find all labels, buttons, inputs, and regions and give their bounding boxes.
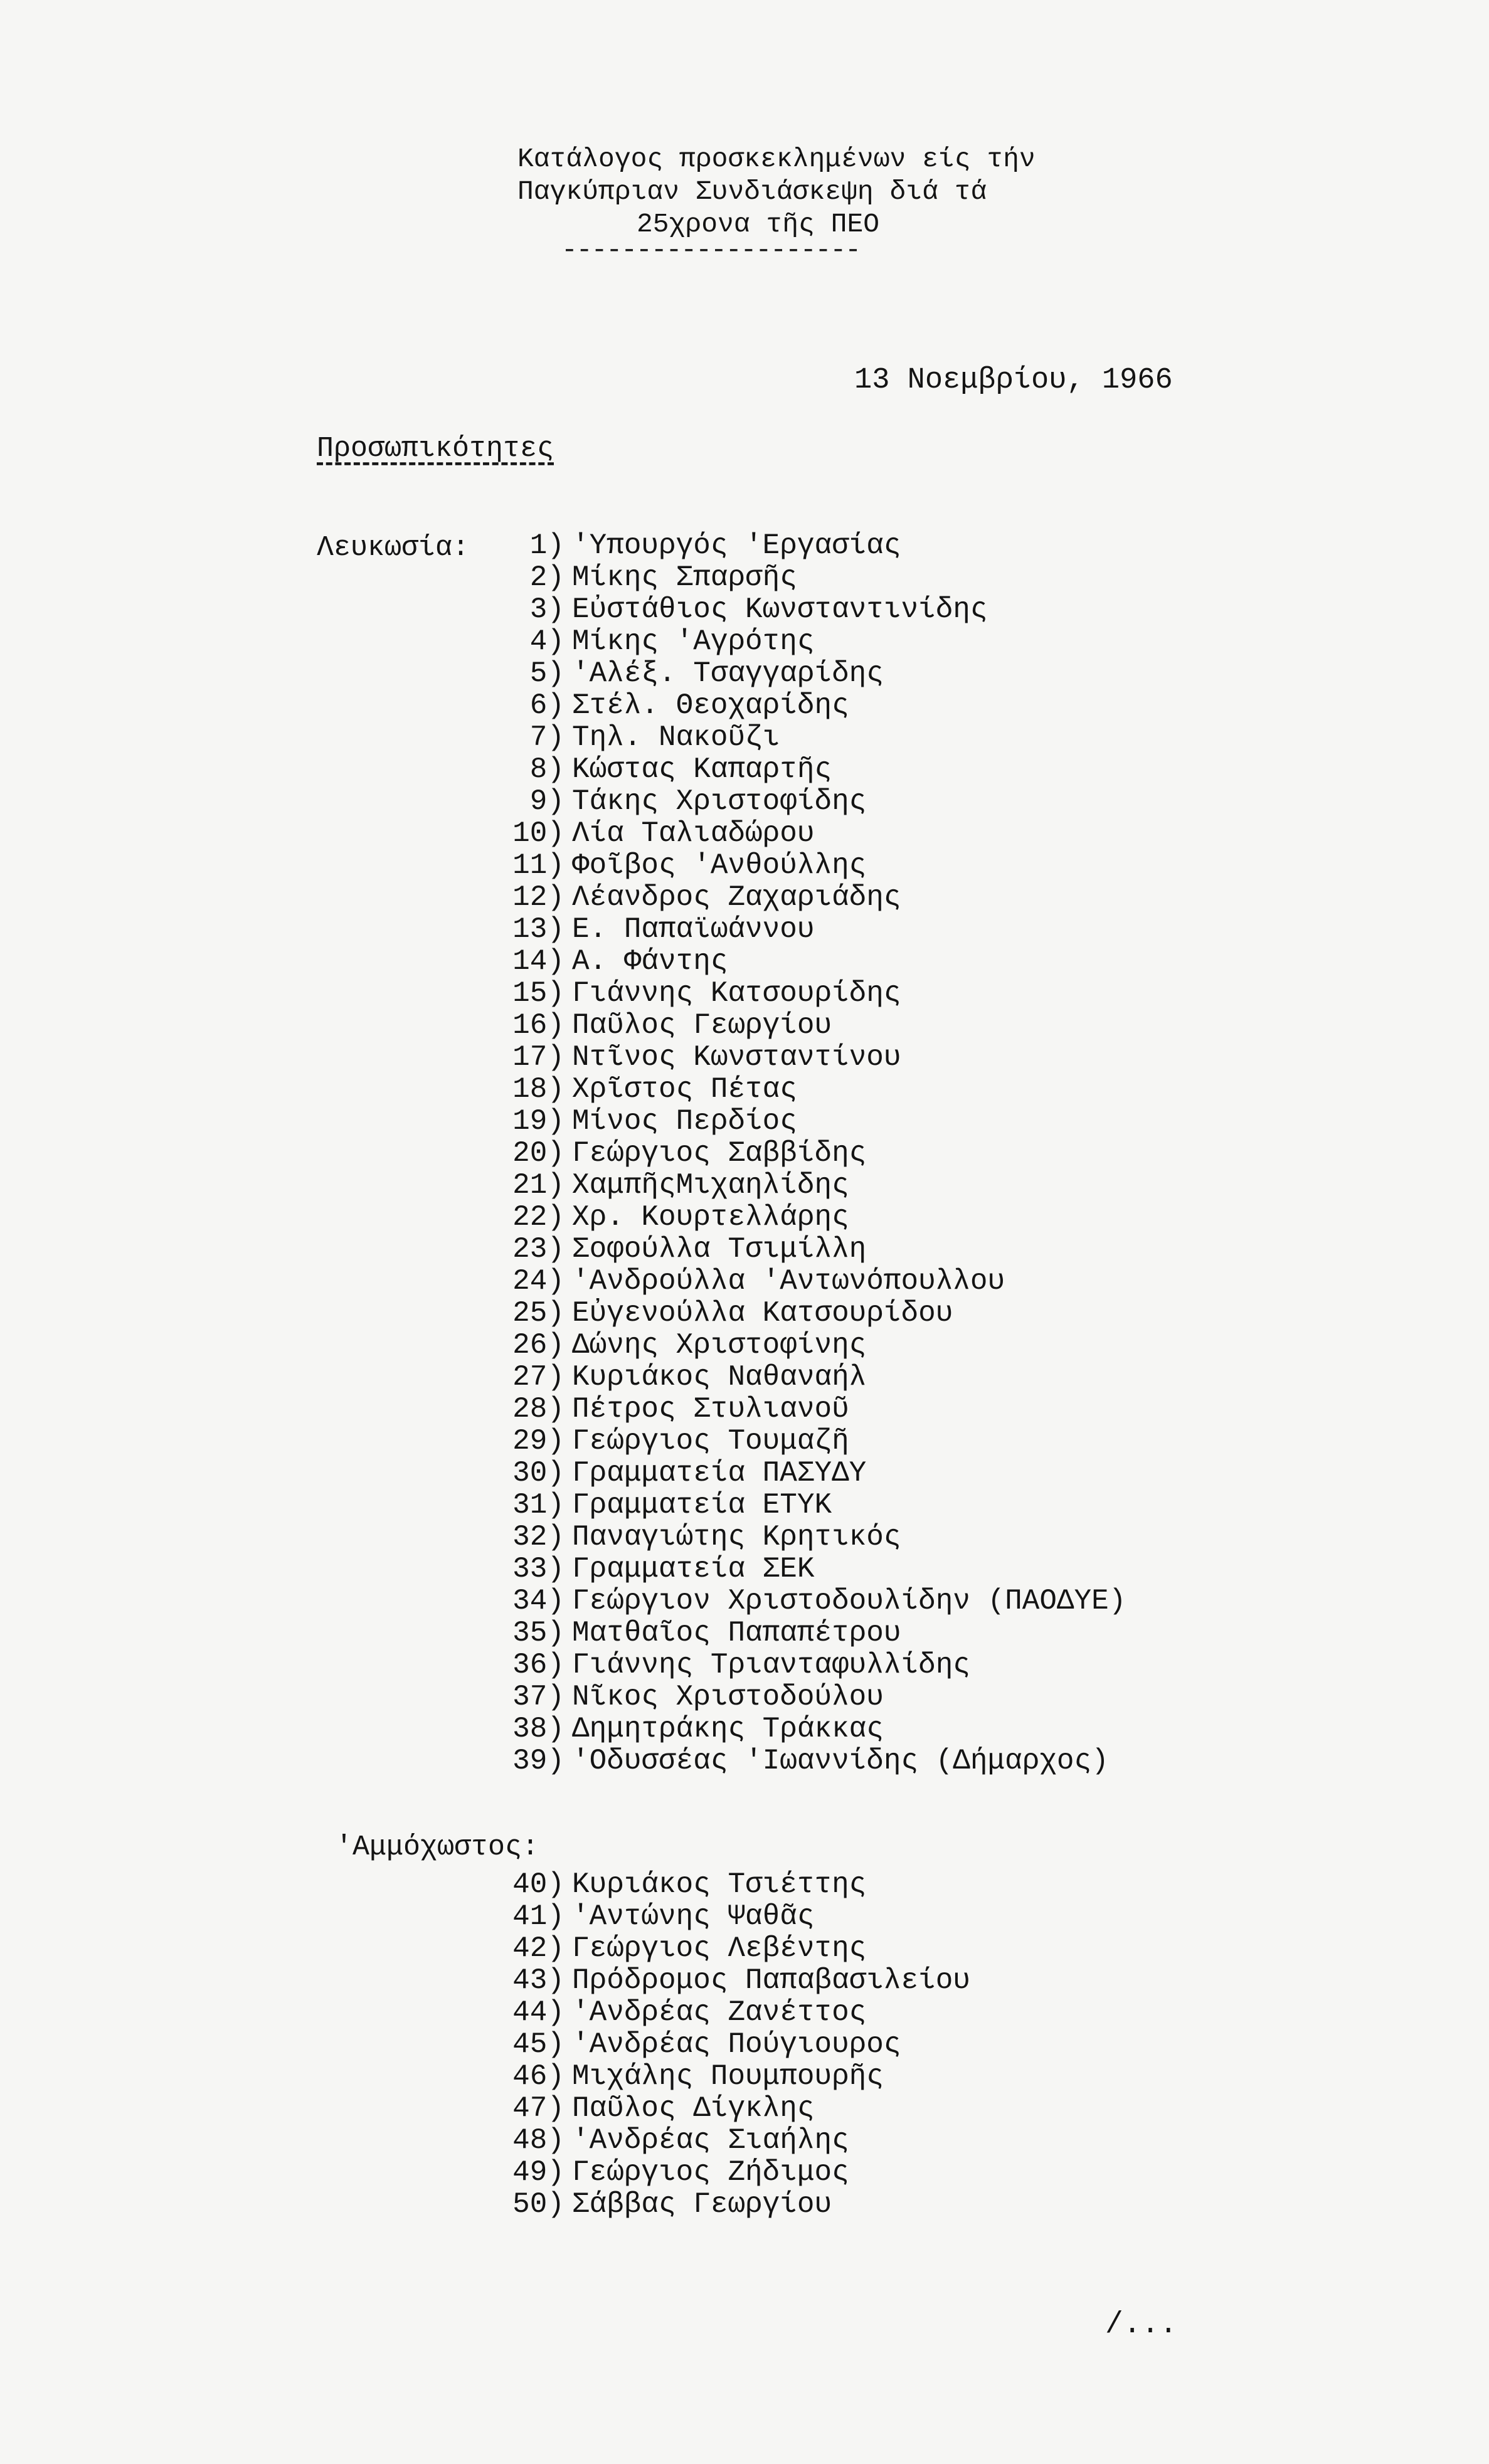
list-item [492,1042,1126,1074]
entry-number: 46) [512,2060,564,2093]
entry-number: 7) [529,721,564,754]
entry-number: 4) [529,625,564,658]
entry-name: Ματθαῖος Παπαπέτρου [572,1617,901,1649]
entry-number: 40) [512,1868,564,1901]
list-item [492,530,1126,562]
list-item [492,562,1126,594]
entry-number: 11) [512,849,564,882]
entry-number: 2) [529,561,564,594]
group-label: Λευκωσία: [317,532,470,564]
entry-number: 13) [512,913,564,946]
list-item [492,1106,1126,1138]
entry-name: Ε. Παπαϊωάννου [572,913,815,946]
title-line-1: Κατάλογος προσκεκλημένων είς τήν [517,144,1036,174]
entry-number: 38) [512,1713,564,1745]
entry-number: 24) [512,1265,564,1298]
entry-name: Χρῖστος Πέτας [572,1073,797,1106]
list-item [492,1901,970,1933]
entry-number: 25) [512,1297,564,1330]
title-underline: -------------------- [561,235,861,265]
entry-name: Δημητράκης Τράκκας [572,1713,884,1745]
entry-number: 35) [512,1617,564,1649]
entry-name: 'Ανδρέας Σιαήλης [572,2124,849,2157]
list-item [492,1489,1126,1521]
entry-number: 49) [512,2156,564,2189]
entry-name: Δώνης Χριστοφίνης [572,1329,867,1362]
list-item [492,1393,1126,1425]
entry-number: 12) [512,881,564,914]
list-item [492,1457,1126,1489]
list-item [492,1617,1126,1649]
entry-name: Μίκης Σπαρσῆς [572,561,797,594]
entry-number: 3) [529,593,564,626]
entry-name: Ντῖνος Κωνσταντίνου [572,1041,901,1074]
list-item [492,1330,1126,1362]
entry-number: 47) [512,2092,564,2125]
entry-number: 41) [512,1900,564,1933]
list-item [492,1298,1126,1330]
list-item [492,1234,1126,1266]
entry-name: Νῖκος Χριστοδούλου [572,1681,884,1713]
entry-number: 42) [512,1932,564,1965]
entry-name: Φοῖβος 'Ανθούλλης [572,849,867,882]
list-item [492,1425,1126,1457]
section-heading: Προσωπικότητες [317,433,554,465]
entry-number: 30) [512,1457,564,1489]
entry-number: 34) [512,1585,564,1617]
list-item [492,1010,1126,1042]
entry-name: Παναγιώτης Κρητικός [572,1521,901,1553]
entry-name: Εὐστάθιος Κωνσταντινίδης [572,593,988,626]
entry-name: Γεώργιος Ζήδιμος [572,2156,849,2189]
list-item [492,626,1126,658]
list-item [492,2093,970,2125]
entry-number: 16) [512,1009,564,1042]
entry-number: 19) [512,1105,564,1138]
entry-name: Γιάννης Τριανταφυλλίδης [572,1649,970,1681]
entry-number: 37) [512,1681,564,1713]
entry-number: 45) [512,2028,564,2061]
list-item [492,1869,970,1901]
entry-list [492,1869,970,2221]
entry-number: 32) [512,1521,564,1553]
entry-name: Σοφούλλα Τσιμίλλη [572,1233,867,1266]
continuation-mark: /... [1105,2308,1178,2342]
list-item [492,818,1126,850]
entry-name: Κώστας Καπαρτῆς [572,753,832,786]
title-line-2: Παγκύπριαν Συνδιάσκεψη διά τά [517,176,987,207]
entry-number: 31) [512,1489,564,1521]
entry-number: 18) [512,1073,564,1106]
entry-number: 44) [512,1996,564,2029]
list-item [492,1933,970,1965]
list-item [492,1681,1126,1713]
list-item [492,1074,1126,1106]
entry-name: 'Ανδρούλλα 'Αντωνόπουλλου [572,1265,1005,1298]
entry-number: 26) [512,1329,564,1362]
list-item [492,1713,1126,1745]
list-item [492,882,1126,914]
entry-number: 22) [512,1201,564,1234]
document-title [517,143,1145,265]
entry-number: 23) [512,1233,564,1266]
entry-name: Στέλ. Θεοχαρίδης [572,689,849,722]
list-item [492,1745,1126,1777]
entry-number: 9) [529,785,564,818]
title-line-3: 25χρονα τῆς ΠΕΟ [637,209,880,240]
entry-number: 28) [512,1393,564,1425]
entry-name: Τηλ. Νακοῦζι [572,721,780,754]
entry-number: 48) [512,2124,564,2157]
entry-name: Μίνος Περδίος [572,1105,797,1138]
entry-name: Πέτρος Στυλιανοῦ [572,1393,849,1425]
entry-name: Γεώργιος Σαββίδης [572,1137,867,1170]
entry-number: 14) [512,945,564,978]
entry-name: Γεώργιον Χριστοδουλίδην (ΠΑΟΔΥΕ) [572,1585,1126,1617]
entry-number: 33) [512,1553,564,1585]
entry-name: Τάκης Χριστοφίδης [572,785,867,818]
entry-name: Παῦλος Γεωργίου [572,1009,832,1042]
entry-number: 6) [529,689,564,722]
entry-name: Γιάννης Κατσουρίδης [572,977,901,1010]
list-item [492,978,1126,1010]
entry-number: 50) [512,2188,564,2221]
list-item [492,1553,1126,1585]
entry-number: 10) [512,817,564,850]
list-item [492,2157,970,2189]
entry-name: ΧαμπῆςΜιχαηλίδης [572,1169,849,1202]
entry-number: 39) [512,1745,564,1777]
list-item [492,658,1126,690]
list-item [492,690,1126,722]
entry-list [492,530,1126,1777]
entry-number: 21) [512,1169,564,1202]
list-item [492,2061,970,2093]
entry-name: 'Υπουργός 'Εργασίας [572,529,901,562]
entry-name: Μιχάλης Πουμπουρῆς [572,2060,884,2093]
entry-name: Σάββας Γεωργίου [572,2188,832,2221]
list-item [492,914,1126,946]
list-item [492,722,1126,754]
entry-name: Γραμματεία ΕΤΥΚ [572,1489,832,1521]
entry-name: Λία Ταλιαδώρου [572,817,815,850]
entry-name: Παῦλος Δίγκλης [572,2092,815,2125]
entry-number: 5) [529,657,564,690]
group-label: 'Αμμόχωστος: [336,1831,539,1863]
entry-name: Πρόδρομος Παπαβασιλείου [572,1964,970,1997]
list-item [492,1521,1126,1553]
entry-name: Χρ. Κουρτελλάρης [572,1201,849,1234]
entry-name: Γραμματεία ΣΕΚ [572,1553,815,1585]
entry-number: 20) [512,1137,564,1170]
entry-number: 29) [512,1425,564,1457]
entry-name: Γεώργιος Τουμαζῆ [572,1425,849,1457]
list-item [492,1649,1126,1681]
list-item [492,1585,1126,1617]
entry-number: 15) [512,977,564,1010]
list-item [492,1138,1126,1170]
list-item [492,1965,970,1997]
entry-name: Γεώργιος Λεβέντης [572,1932,867,1965]
list-item [492,946,1126,978]
entry-number: 36) [512,1649,564,1681]
entry-number: 8) [529,753,564,786]
entry-number: 17) [512,1041,564,1074]
list-item [492,1362,1126,1393]
list-item [492,1202,1126,1234]
entry-number: 1) [529,529,564,562]
entry-name: 'Οδυσσέας 'Ιωαννίδης (Δήμαρχος) [572,1745,1109,1777]
entry-name: Α. Φάντης [572,945,728,978]
list-item [492,850,1126,882]
list-item [492,594,1126,626]
list-item [492,2189,970,2221]
entry-name: Κυριάκος Τσιέττης [572,1868,867,1901]
list-item [492,2029,970,2061]
entry-number: 43) [512,1964,564,1997]
list-item [492,2125,970,2157]
entry-name: Λέανδρος Ζαχαριάδης [572,881,901,914]
entry-name: 'Ανδρέας Ζανέττος [572,1996,867,2029]
list-item [492,1997,970,2029]
entry-name: 'Ανδρέας Πούγιουρος [572,2028,901,2061]
entry-name: Κυριάκος Ναθαναήλ [572,1361,867,1393]
entry-number: 27) [512,1361,564,1393]
entry-name: Εὐγενούλλα Κατσουρίδου [572,1297,953,1330]
entry-name: 'Αντώνης Ψαθᾶς [572,1900,815,1933]
list-item [492,1266,1126,1298]
entry-name: 'Αλέξ. Τσαγγαρίδης [572,657,884,690]
document-date: 13 Νοεμβρίου, 1966 [854,364,1173,397]
list-item [492,1170,1126,1202]
entry-name: Γραμματεία ΠΑΣΥΔΥ [572,1457,867,1489]
entry-name: Μίκης 'Αγρότης [572,625,815,658]
list-item [492,754,1126,786]
list-item [492,786,1126,818]
